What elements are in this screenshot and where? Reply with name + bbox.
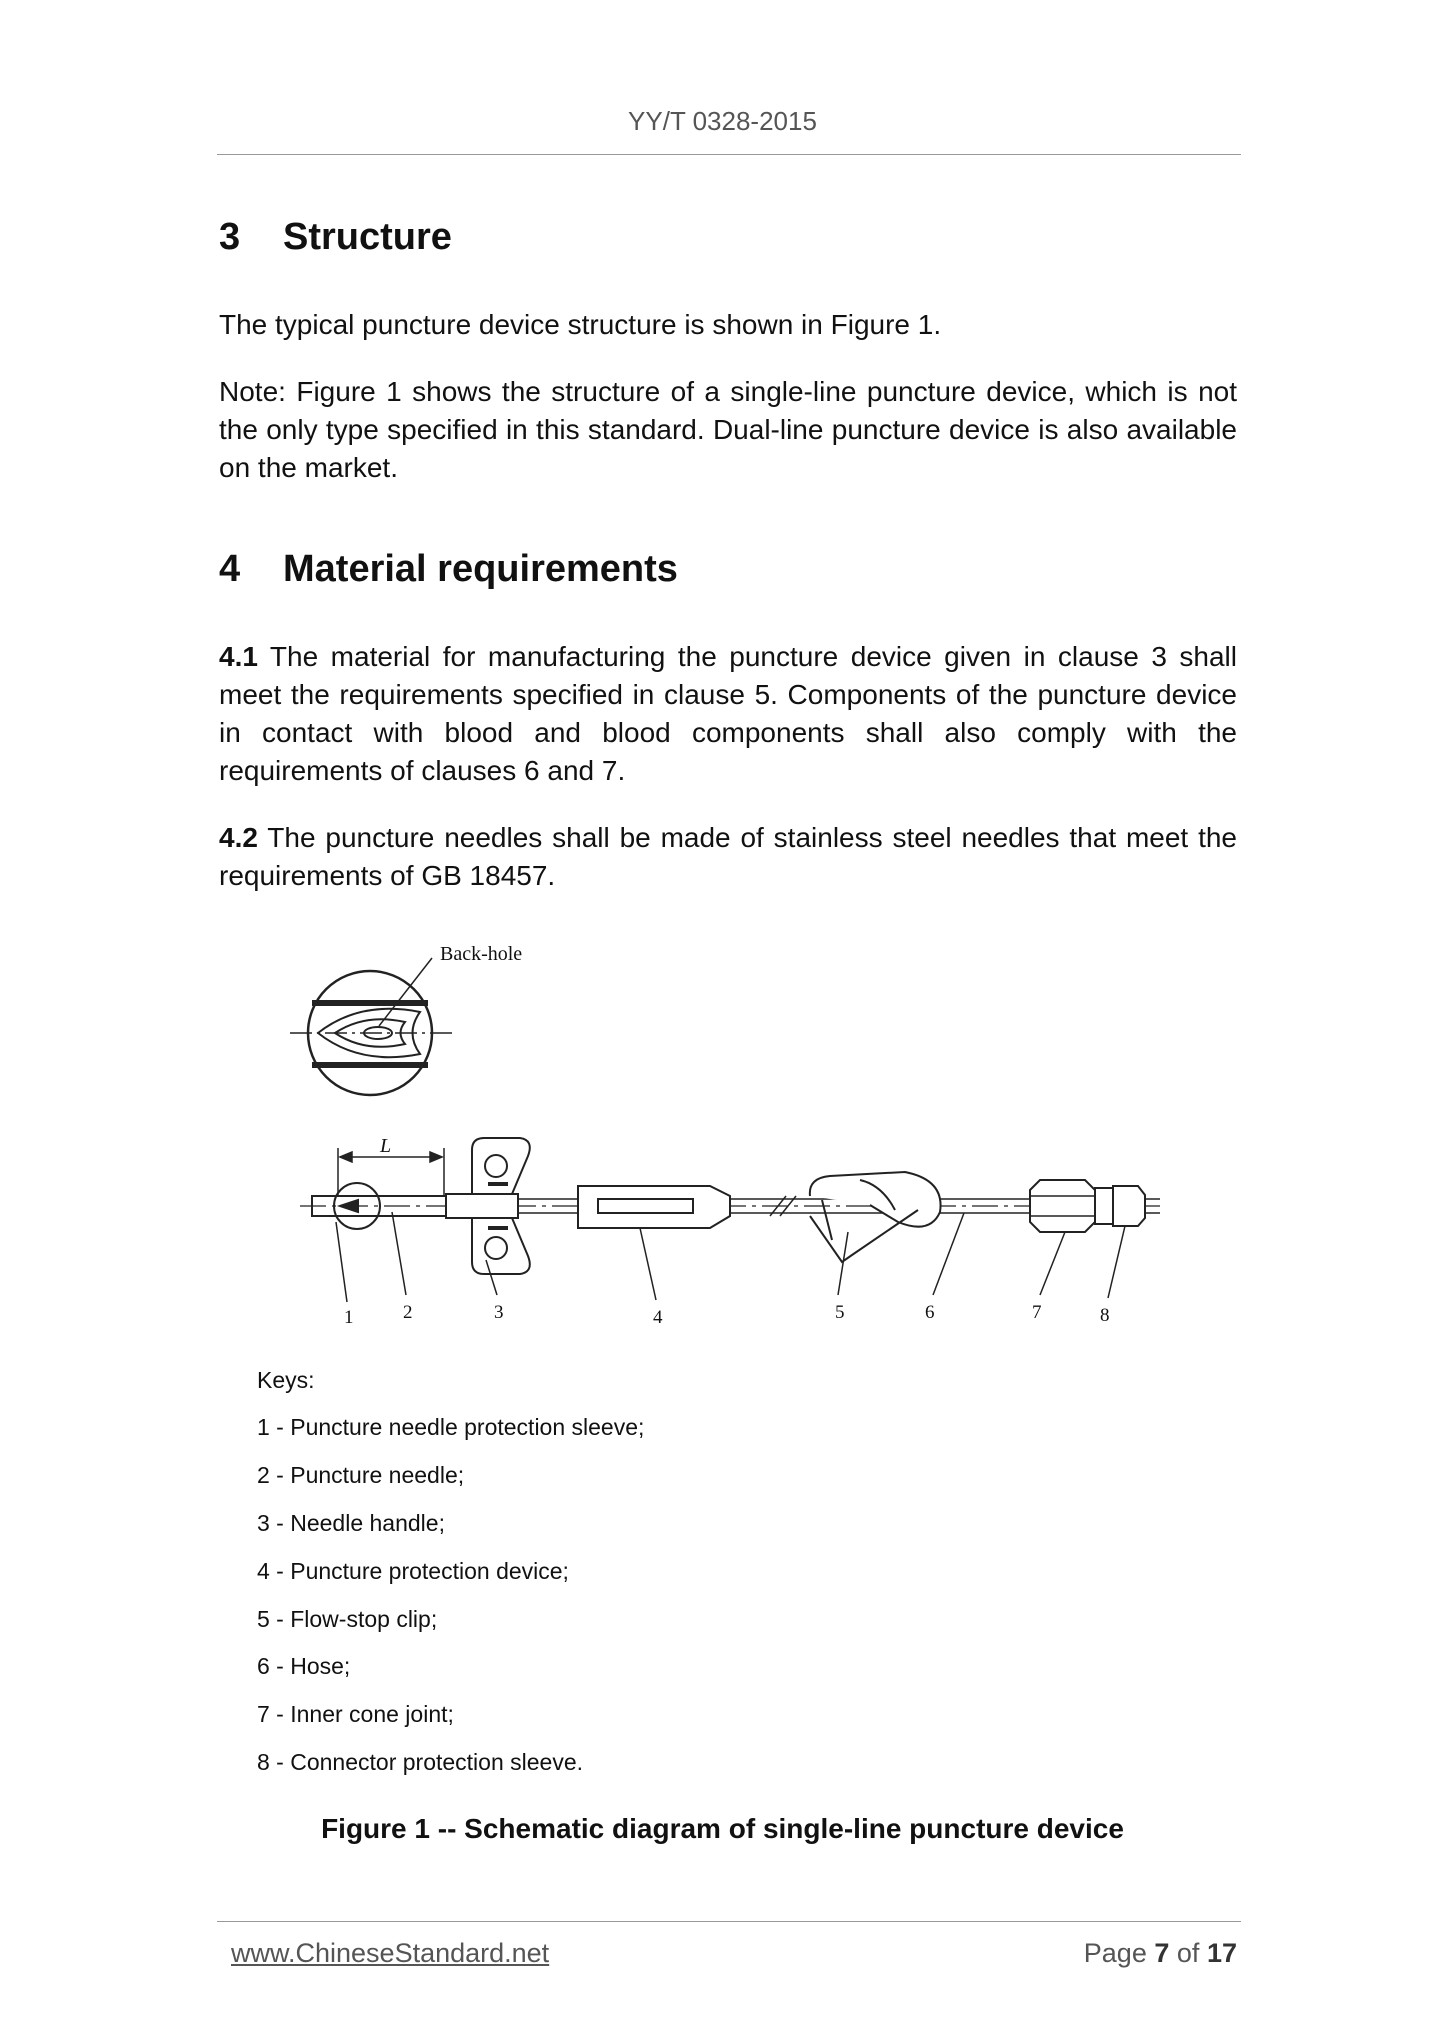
part-number-5: 5 (835, 1302, 845, 1323)
key-item-3: 3 - Needle handle; (257, 1510, 445, 1536)
key-item-5: 5 - Flow-stop clip; (257, 1606, 438, 1632)
key-item-8: 8 - Connector protection sleeve. (257, 1749, 584, 1775)
part-number-3: 3 (494, 1302, 504, 1323)
part-number-7: 7 (1032, 1302, 1042, 1323)
dimension-L-label: L (380, 1135, 392, 1157)
key-item-7: 7 - Inner cone joint; (257, 1701, 454, 1727)
key-item-4: 4 - Puncture protection device; (257, 1558, 569, 1584)
footer-rule (217, 1921, 1241, 1922)
website-link[interactable]: www.ChineseStandard.net (231, 1938, 550, 1968)
back-hole-detail (290, 958, 455, 1095)
section-3-title: Structure (283, 216, 452, 258)
section-3-note: Note: Figure 1 shows the structure of a single-line puncture device, which is not the only type specified in this standard. Dual-line puncture device is also available on the market. (219, 376, 1237, 483)
key-item-2: 2 - Puncture needle; (257, 1462, 465, 1488)
section-4-title: Material requirements (283, 548, 678, 590)
section-3-number: 3 (219, 216, 241, 258)
part-number-8: 8 (1100, 1305, 1110, 1326)
puncture-protection-device (578, 1186, 730, 1228)
connector-assembly (1030, 1180, 1145, 1232)
leader-lines (336, 1212, 1125, 1302)
back-hole-label: Back-hole (440, 943, 523, 965)
page-total: 17 (1206, 1938, 1237, 1968)
part-number-4: 4 (653, 1307, 663, 1328)
page-word: Page (1083, 1938, 1147, 1968)
section-4-number: 4 (219, 548, 241, 590)
page-indicator (1084, 1938, 1237, 1969)
page-of: of (1176, 1938, 1200, 1968)
clause-4-2-text: The puncture needles shall be made of stainless steel needles that meet the requirements of GB 18457. (219, 822, 1237, 891)
part-number-6: 6 (925, 1302, 935, 1323)
part-number-1: 1 (344, 1307, 354, 1328)
keys-title: Keys: (257, 1367, 315, 1393)
part-number-2: 2 (403, 1302, 413, 1323)
needle-handle (446, 1138, 530, 1274)
flow-stop-clip (810, 1172, 941, 1262)
section-3-paragraph: The typical puncture device structure is shown in Figure 1. (219, 309, 942, 340)
key-item-1: 1 - Puncture needle protection sleeve; (257, 1414, 645, 1440)
clause-4-1-number: 4.1 (219, 641, 258, 672)
document-code: YY/T 0328-2015 (628, 106, 817, 136)
clause-4-2-number: 4.2 (219, 822, 258, 853)
key-item-6: 6 - Hose; (257, 1653, 351, 1679)
page-current: 7 (1154, 1938, 1170, 1968)
figure-caption: Figure 1 -- Schematic diagram of single-line puncture device (321, 1813, 1124, 1844)
clause-4-1-text: The material for manufacturing the puncture device given in clause 3 shall meet the requirements specified in clause 5. Components of the puncture device in contact with blood and blood components shall also comply with the requirements of clauses 6 and 7. (219, 641, 1237, 786)
